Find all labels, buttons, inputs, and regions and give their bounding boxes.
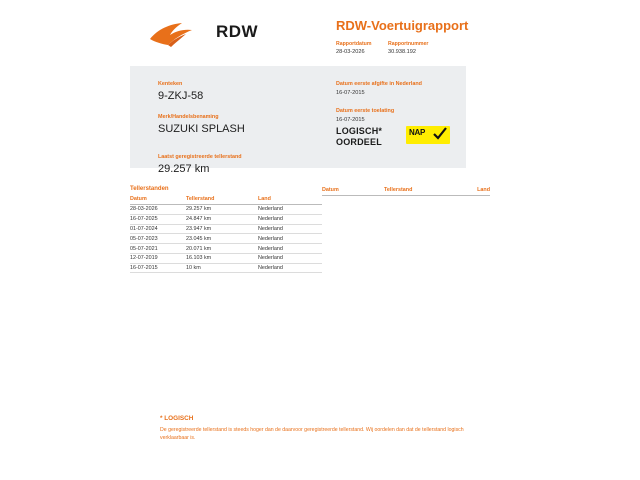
rdw-flame-logo-icon <box>148 22 194 48</box>
make-model-label: Merk/Handelsbenaming <box>158 114 219 120</box>
cell-datum: 16-07-2025 <box>130 214 186 224</box>
report-date-block <box>336 40 388 57</box>
licence-plate-value: 9-ZKJ-58 <box>158 90 204 102</box>
table-header-row <box>130 195 322 205</box>
footer-note-text: De geregistreerde tellerstand is steeds hoger dan de daarvoor geregistreerde tellerstand. Wij oordelen dan dat de tellerstand logisch verklaarbaar is. <box>160 427 464 441</box>
cell-tellerstand: 23.045 km <box>186 234 258 244</box>
col-header-tellerstand-2: Tellerstand <box>384 186 450 196</box>
footer-note <box>160 415 470 442</box>
col-header-datum-2: Datum <box>322 186 384 196</box>
cell-land: Nederland <box>258 234 322 244</box>
cell-datum: 16-07-2015 <box>130 263 186 273</box>
cell-land: Nederland <box>258 263 322 273</box>
report-number-block <box>388 40 428 57</box>
col-header-datum: Datum <box>130 195 186 205</box>
cell-land: Nederland <box>258 214 322 224</box>
cell-land: Nederland <box>258 205 322 215</box>
report-date-label: Rapportdatum <box>336 41 372 47</box>
make-model-value: SUZUKI SPLASH <box>158 123 245 135</box>
page-title: RDW-Voertuigrapport <box>336 18 469 33</box>
cell-tellerstand: 23.947 km <box>186 224 258 234</box>
col-header-tellerstand: Tellerstand <box>186 195 258 205</box>
brand-logo <box>148 18 259 52</box>
cell-land: Nederland <box>258 244 322 254</box>
cell-land: Nederland <box>258 224 322 234</box>
table-header-row-secondary <box>322 186 490 196</box>
nap-badge-label: NAP <box>409 128 425 137</box>
report-number-value: 30.938.192 <box>388 49 416 55</box>
vehicle-identity-block <box>158 80 318 186</box>
check-mark-icon <box>433 127 447 141</box>
mileage-table <box>130 195 322 273</box>
cell-tellerstand: 29.257 km <box>186 205 258 215</box>
col-header-land: Land <box>258 195 322 205</box>
report-number-label: Rapportnummer <box>388 41 429 47</box>
cell-datum: 01-07-2024 <box>130 224 186 234</box>
mileage-table-section <box>130 186 490 273</box>
col-header-land-2: Land <box>450 186 490 196</box>
mileage-table-second-column-headers <box>322 186 490 196</box>
vehicle-summary-panel <box>130 66 466 175</box>
table-row <box>130 244 322 254</box>
report-meta <box>336 40 496 57</box>
mileage-table-title: Tellerstanden <box>130 186 169 192</box>
report-date-value: 28-03-2026 <box>336 49 365 55</box>
mileage-table-body <box>130 205 322 273</box>
cell-datum: 05-07-2023 <box>130 234 186 244</box>
cell-tellerstand: 24.847 km <box>186 214 258 224</box>
first-admission-value: 16-07-2015 <box>336 117 365 123</box>
table-row <box>130 263 322 273</box>
last-mileage-value: 29.257 km <box>158 163 210 175</box>
verdict-line-2: OORDEEL <box>336 137 382 147</box>
licence-plate-label: Kenteken <box>158 81 183 87</box>
first-issue-nl-value: 16-07-2015 <box>336 90 365 96</box>
cell-datum: 28-03-2026 <box>130 205 186 215</box>
cell-datum: 12-07-2019 <box>130 253 186 263</box>
table-row <box>130 253 322 263</box>
verdict-line-1: LOGISCH* <box>336 126 383 136</box>
cell-datum: 05-07-2021 <box>130 244 186 254</box>
cell-tellerstand: 10 km <box>186 263 258 273</box>
table-row <box>130 234 322 244</box>
document-header <box>130 8 490 64</box>
brand-wordmark: RDW <box>216 22 259 41</box>
last-mileage-label: Laatst geregistreerde tellerstand <box>158 154 242 160</box>
footer-note-title: * LOGISCH <box>160 415 194 422</box>
table-row <box>130 224 322 234</box>
table-row <box>130 214 322 224</box>
first-issue-nl-label: Datum eerste afgifte in Nederland <box>336 81 422 87</box>
cell-land: Nederland <box>258 253 322 263</box>
first-admission-label: Datum eerste toelating <box>336 108 395 114</box>
cell-tellerstand: 20.071 km <box>186 244 258 254</box>
nap-badge <box>406 126 450 144</box>
verdict-block <box>336 126 382 148</box>
cell-tellerstand: 16.103 km <box>186 253 258 263</box>
table-row <box>130 205 322 215</box>
